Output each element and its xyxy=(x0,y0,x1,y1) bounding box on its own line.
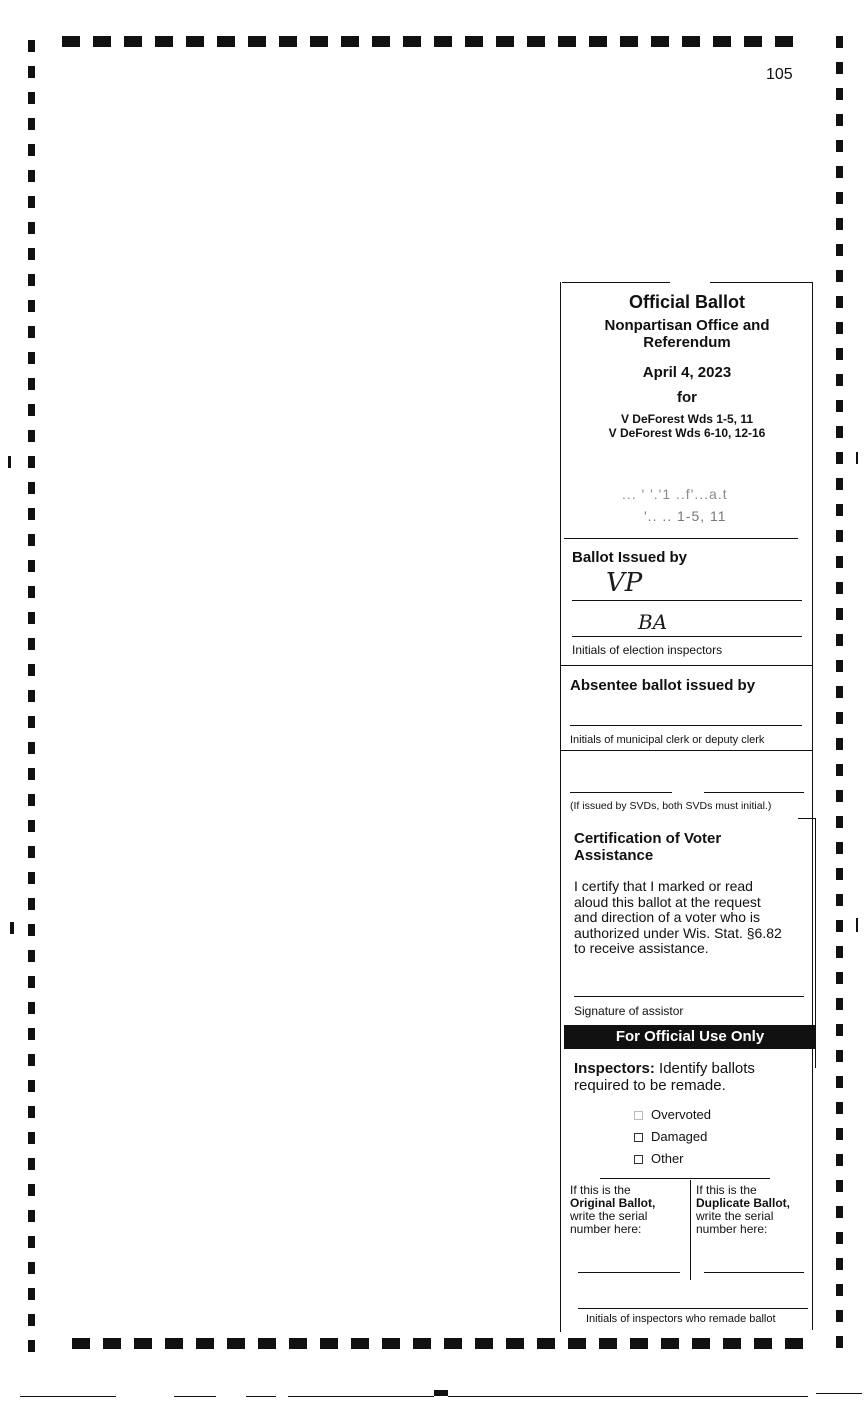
ballot-subtitle xyxy=(560,317,814,351)
certification-heading xyxy=(574,830,721,864)
original-ballot-instructions xyxy=(570,1184,655,1236)
original-line: number here: xyxy=(570,1222,642,1236)
option-damaged[interactable] xyxy=(634,1129,707,1144)
duplicate-line: number here: xyxy=(696,1222,768,1236)
left-edge-tick xyxy=(8,456,11,468)
wards-list xyxy=(560,412,814,440)
clerk-initials-caption: Initials of municipal clerk or deputy clerk xyxy=(570,734,765,746)
duplicate-bold: Duplicate Ballot, xyxy=(696,1196,791,1210)
section-rule xyxy=(564,538,798,539)
certification-heading-line: Certification of Voter xyxy=(574,830,722,847)
option-label: Damaged xyxy=(651,1129,708,1144)
inspector-initials-2: BA xyxy=(638,610,668,634)
ballot-subtitle-line: Nonpartisan Office and xyxy=(604,317,770,334)
absentee-issued-label: Absentee ballot issued by xyxy=(570,677,756,694)
section-rule xyxy=(600,1178,770,1179)
ballot-issued-label: Ballot Issued by xyxy=(572,549,688,566)
assistor-signature-caption: Signature of assistor xyxy=(574,1004,684,1018)
inspector-initials-1: VP xyxy=(606,568,643,598)
page-number: 105 xyxy=(766,66,793,83)
ballot-title: Official Ballot xyxy=(628,292,745,312)
serial-entry-line xyxy=(704,1272,804,1273)
signature-line xyxy=(570,792,672,793)
cert-line: and direction of a voter who is xyxy=(574,909,760,925)
bottom-rule xyxy=(448,1396,808,1397)
original-line: write the serial xyxy=(570,1209,648,1223)
serial-entry-line xyxy=(578,1272,680,1273)
cert-line: I certify that I marked or read xyxy=(574,878,753,894)
section-rule xyxy=(560,750,813,751)
left-edge-tick xyxy=(10,922,14,934)
certification-statement xyxy=(574,879,804,957)
inspectors-line-1 xyxy=(574,1060,804,1077)
original-bold: Original Ballot, xyxy=(570,1196,656,1210)
section-rule xyxy=(798,818,816,819)
serial-divider xyxy=(690,1180,691,1280)
bottom-rule xyxy=(246,1396,276,1397)
inspectors-text: Identify ballots xyxy=(654,1060,755,1077)
cert-line: to receive assistance. xyxy=(574,940,709,956)
signature-line xyxy=(572,636,802,637)
checkbox-icon[interactable] xyxy=(634,1155,643,1164)
option-overvoted[interactable] xyxy=(634,1107,711,1122)
section-rule xyxy=(560,665,813,666)
checkbox-icon[interactable] xyxy=(634,1111,643,1120)
duplicate-ballot-instructions xyxy=(696,1184,790,1236)
cert-line: aloud this ballot at the request xyxy=(574,893,761,910)
checkbox-icon[interactable] xyxy=(634,1133,643,1142)
inspector-initials-caption: Initials of election inspectors xyxy=(572,643,723,657)
right-timing-marks xyxy=(836,36,843,1356)
wards-line: V DeForest Wds 1-5, 11 xyxy=(620,412,754,426)
panel-top-rule xyxy=(710,282,812,283)
duplicate-line: If this is the xyxy=(696,1183,757,1197)
duplicate-line: write the serial xyxy=(696,1209,774,1223)
certification-heading-line: Assistance xyxy=(574,847,654,864)
right-edge-tick xyxy=(856,452,858,464)
faded-ward-stamp: ... ' '.'1 ..f'...a.t xyxy=(622,486,728,502)
cert-line: authorized under Wis. Stat. §6.82 xyxy=(574,924,782,941)
signature-line xyxy=(570,725,802,726)
ballot-endorsement-panel xyxy=(560,282,814,1332)
signature-line xyxy=(704,792,804,793)
svd-note: (If issued by SVDs, both SVDs must initial.) xyxy=(570,800,772,812)
bottom-rule xyxy=(174,1396,216,1397)
left-timing-marks xyxy=(28,40,35,1360)
bottom-mark xyxy=(434,1390,448,1396)
for-label: for xyxy=(677,389,697,406)
remade-initials-caption: Initials of inspectors who remade ballot xyxy=(586,1313,776,1325)
panel-top-rule xyxy=(562,282,670,283)
right-edge-tick xyxy=(856,918,858,932)
option-other[interactable] xyxy=(634,1151,684,1166)
top-timing-marks xyxy=(62,36,806,47)
inspectors-line-2: required to be remade. xyxy=(574,1077,726,1094)
bottom-timing-marks xyxy=(72,1338,816,1349)
remade-initials-line xyxy=(578,1308,808,1309)
bottom-rule xyxy=(816,1393,862,1394)
election-date: April 4, 2023 xyxy=(642,364,732,381)
bottom-rule xyxy=(288,1396,434,1397)
original-line: If this is the xyxy=(570,1183,631,1197)
inspectors-bold: Inspectors: xyxy=(574,1060,655,1077)
bottom-rule xyxy=(20,1396,116,1397)
faded-ward-stamp: '.. .. 1-5, 11 xyxy=(644,508,727,524)
wards-line: V DeForest Wds 6-10, 12-16 xyxy=(608,426,766,440)
option-label: Overvoted xyxy=(651,1107,711,1122)
assistor-signature-line xyxy=(574,996,804,997)
ballot-subtitle-line: Referendum xyxy=(643,334,731,351)
inspectors-instructions xyxy=(574,1060,804,1094)
option-label: Other xyxy=(651,1151,684,1166)
signature-line xyxy=(572,600,802,601)
official-use-bar: For Official Use Only xyxy=(564,1025,816,1049)
